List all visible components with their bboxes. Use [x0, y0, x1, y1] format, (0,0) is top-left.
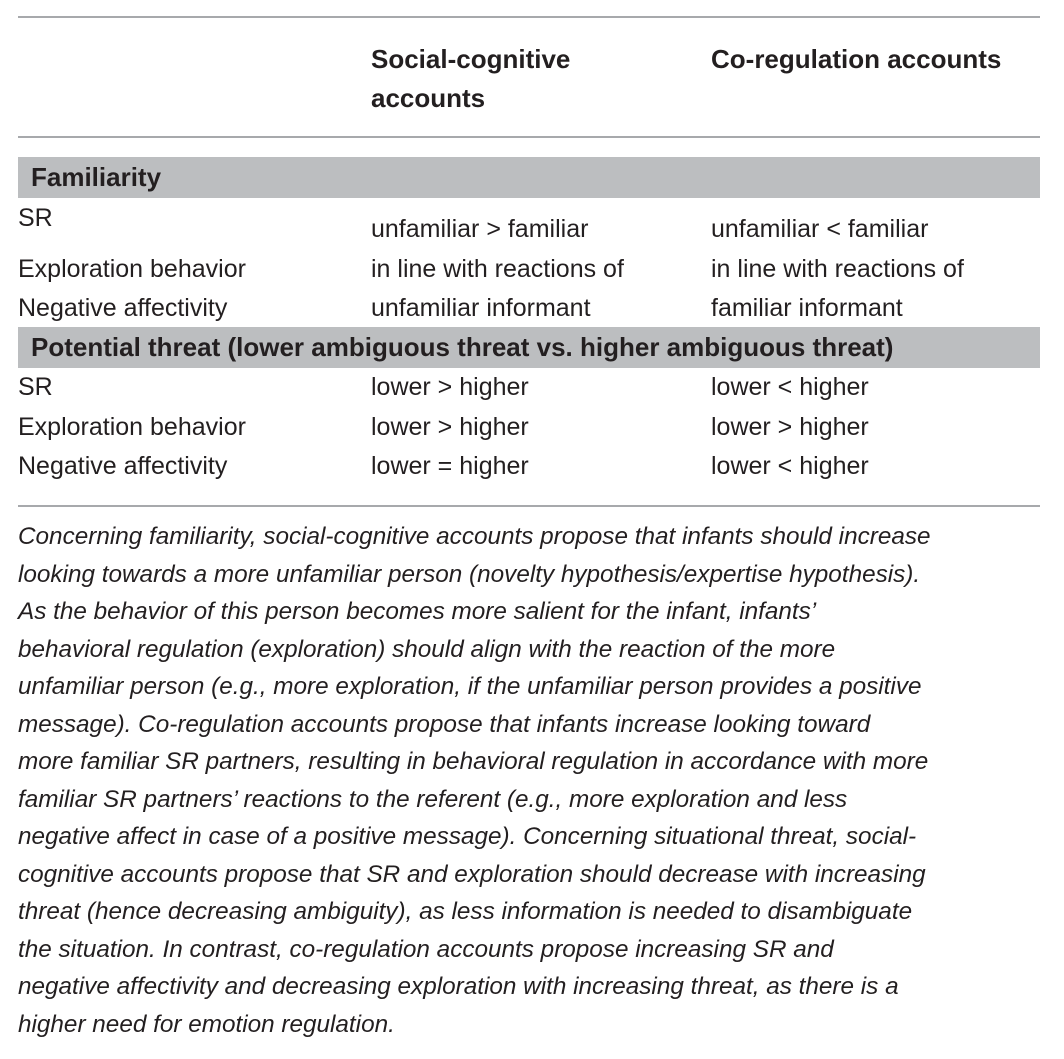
- section-title-potential-threat: Potential threat (lower ambiguous threat vs. higher ambiguous threat): [31, 332, 894, 362]
- row-label-negative-affectivity: Negative affectivity: [18, 294, 228, 322]
- row-label-sr: SR: [18, 373, 53, 401]
- table-bottom-rule: [18, 505, 1040, 507]
- footnote-line: more familiar SR partners, resulting in behavioral regulation in accordance with more: [18, 748, 929, 775]
- section-band-potential-threat: [18, 327, 1040, 368]
- footnote-line: the situation. In contrast, co-regulation accounts propose increasing SR and: [18, 935, 834, 963]
- cell-threat-negative-affectivity-co-regulation: lower < higher: [711, 452, 869, 480]
- column-header-social-cognitive-line2: accounts: [371, 83, 486, 113]
- footnote-line: negative affect in case of a positive message). Concerning situational threat, social-: [18, 823, 917, 850]
- footnote-line: Concerning familiarity, social-cognitive accounts propose that infants should increase: [18, 523, 931, 550]
- row-label-exploration: Exploration behavior: [18, 255, 246, 283]
- column-header-social-cognitive: [371, 40, 570, 118]
- footnote-line: looking towards a more unfamiliar person (novelty hypothesis/expertise hypothesis).: [18, 560, 921, 588]
- cell-threat-exploration-co-regulation: lower > higher: [711, 413, 869, 441]
- cell-threat-exploration-social-cognitive: lower > higher: [371, 413, 529, 441]
- footnote-line: threat (hence decreasing ambiguity), as less information is needed to disambiguate: [18, 898, 913, 925]
- row-label-negative-affectivity: Negative affectivity: [18, 452, 228, 480]
- footnote-line: behavioral regulation (exploration) should align with the reaction of the more: [18, 635, 836, 663]
- section-title-familiarity: Familiarity: [31, 162, 162, 192]
- footnote-line: cognitive accounts propose that SR and exploration should decrease with increasing: [18, 860, 926, 888]
- cell-familiarity-social-cognitive-1: unfamiliar > familiar: [371, 215, 589, 243]
- cell-familiarity-social-cognitive-3: unfamiliar informant: [371, 294, 591, 322]
- column-header-social-cognitive-line1: Social-cognitive: [371, 44, 571, 74]
- cell-threat-sr-social-cognitive: lower > higher: [371, 373, 529, 401]
- table-footnote: [18, 518, 1048, 1043]
- cell-threat-sr-co-regulation: lower < higher: [711, 373, 869, 401]
- footnote-line: negative affectivity and decreasing exploration with increasing threat, as there is a: [18, 973, 899, 1000]
- footnote-line: As the behavior of this person becomes more salient for the infant, infants’: [18, 598, 817, 625]
- header-bottom-rule: [18, 136, 1040, 138]
- footnote-line: unfamiliar person (e.g., more exploration, if the unfamiliar person provides a positive: [18, 673, 922, 700]
- cell-familiarity-social-cognitive-2: in line with reactions of: [371, 255, 624, 283]
- column-header-co-regulation: Co-regulation accounts: [711, 44, 1002, 74]
- table-top-rule: [18, 16, 1040, 18]
- footnote-line: familiar SR partners’ reactions to the referent (e.g., more exploration and less: [18, 785, 848, 813]
- footnote-line: higher need for emotion regulation.: [18, 1010, 395, 1038]
- cell-threat-negative-affectivity-social-cognitive: lower = higher: [371, 452, 529, 480]
- row-label-sr: SR: [18, 204, 53, 232]
- footnote-line: message). Co-regulation accounts propose that infants increase looking toward: [18, 710, 871, 738]
- cell-familiarity-co-regulation-2: in line with reactions of: [711, 255, 964, 283]
- row-label-exploration: Exploration behavior: [18, 413, 246, 441]
- section-band-familiarity: [18, 157, 1040, 198]
- cell-familiarity-co-regulation-3: familiar informant: [711, 294, 903, 322]
- cell-familiarity-co-regulation-1: unfamiliar < familiar: [711, 215, 929, 243]
